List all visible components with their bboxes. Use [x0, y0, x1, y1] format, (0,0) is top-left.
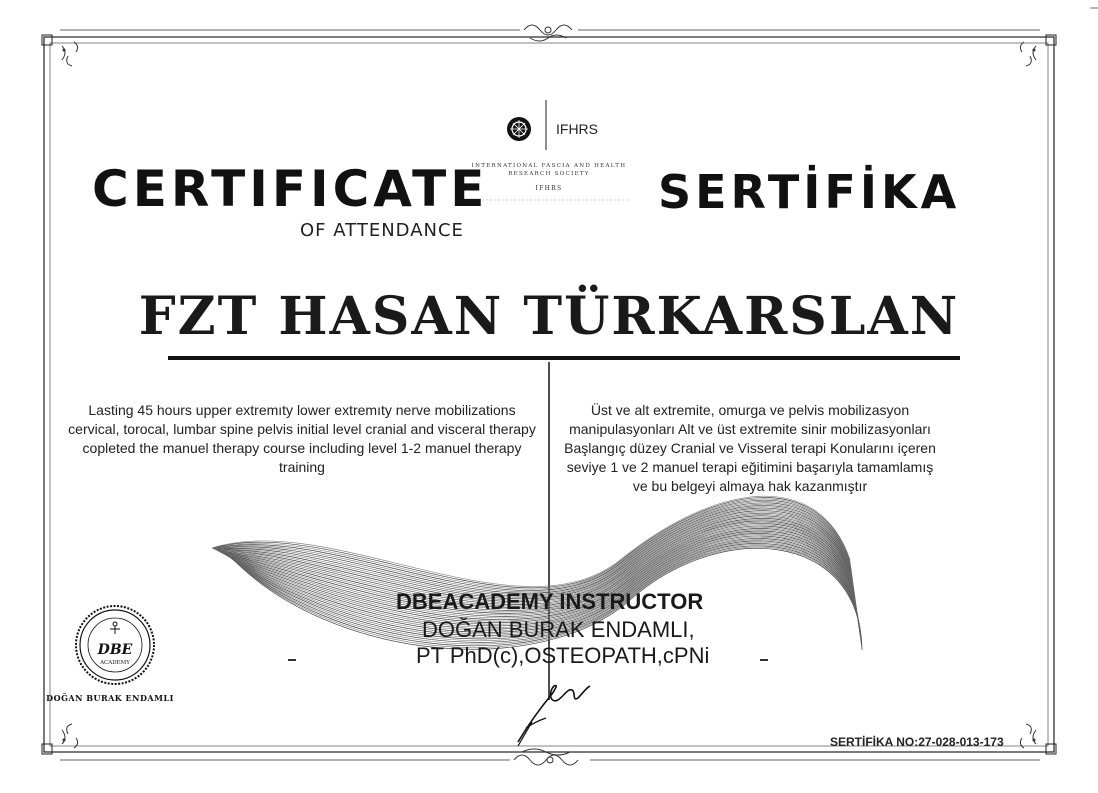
- academy-seal: [74, 604, 156, 686]
- certificate-number: SERTİFİKA NO:27-028-013-173: [830, 735, 1004, 749]
- ifhrs-acronym: IFHRS: [556, 121, 598, 137]
- seal-holder-name: DOĞAN BURAK ENDAMLI: [46, 693, 174, 703]
- instructor-credentials: PT PhD(c),OSTEOPATH,cPNi: [416, 643, 710, 668]
- signature: [512, 672, 592, 748]
- ifhrs-logo-icon: [506, 116, 532, 142]
- seal-monogram: DBE: [97, 642, 133, 658]
- certificate-title: CERTIFICATE: [92, 160, 489, 218]
- sertifika-title: SERTİFİKA: [658, 165, 961, 219]
- instructor-name: DOĞAN BURAK ENDAMLI,: [422, 617, 695, 642]
- instructor-title: DBEACADEMY INSTRUCTOR: [396, 589, 704, 614]
- society-name-line1: INTERNATIONAL FASCIA AND HEALTH: [471, 163, 627, 169]
- guilloche-line: [216, 508, 852, 599]
- society-name-line2: RESEARCH SOCIETY: [508, 171, 590, 177]
- description-turkish: Üst ve alt extremite, omurga ve pelvis mobilizasyon manipulasyonları Alt ve üst extremite sinir mobilizasyonları Başlangıç düzey Cranial ve Visseral terapi Konularını içeren seviye 1 ve 2 manuel terapi eğitimini başarıyla tamamlamış ve bu belgeyi almaya hak kazanmıştır: [564, 402, 936, 494]
- recipient-name: FZT HASAN TÜRKARSLAN: [138, 286, 960, 347]
- seal-label: ACADEMY: [100, 660, 130, 666]
- description-english: Lasting 45 hours upper extremıty lower extremıty nerve mobilizations cervical, torocal, lumbar spine pelvis initial level cranial and visceral therapy copleted the manuel therapy course including level 1-2 manuel therapy training: [68, 402, 536, 475]
- certificate-subtitle: OF ATTENDANCE: [300, 220, 464, 241]
- society-acronym: IFHRS: [535, 185, 563, 192]
